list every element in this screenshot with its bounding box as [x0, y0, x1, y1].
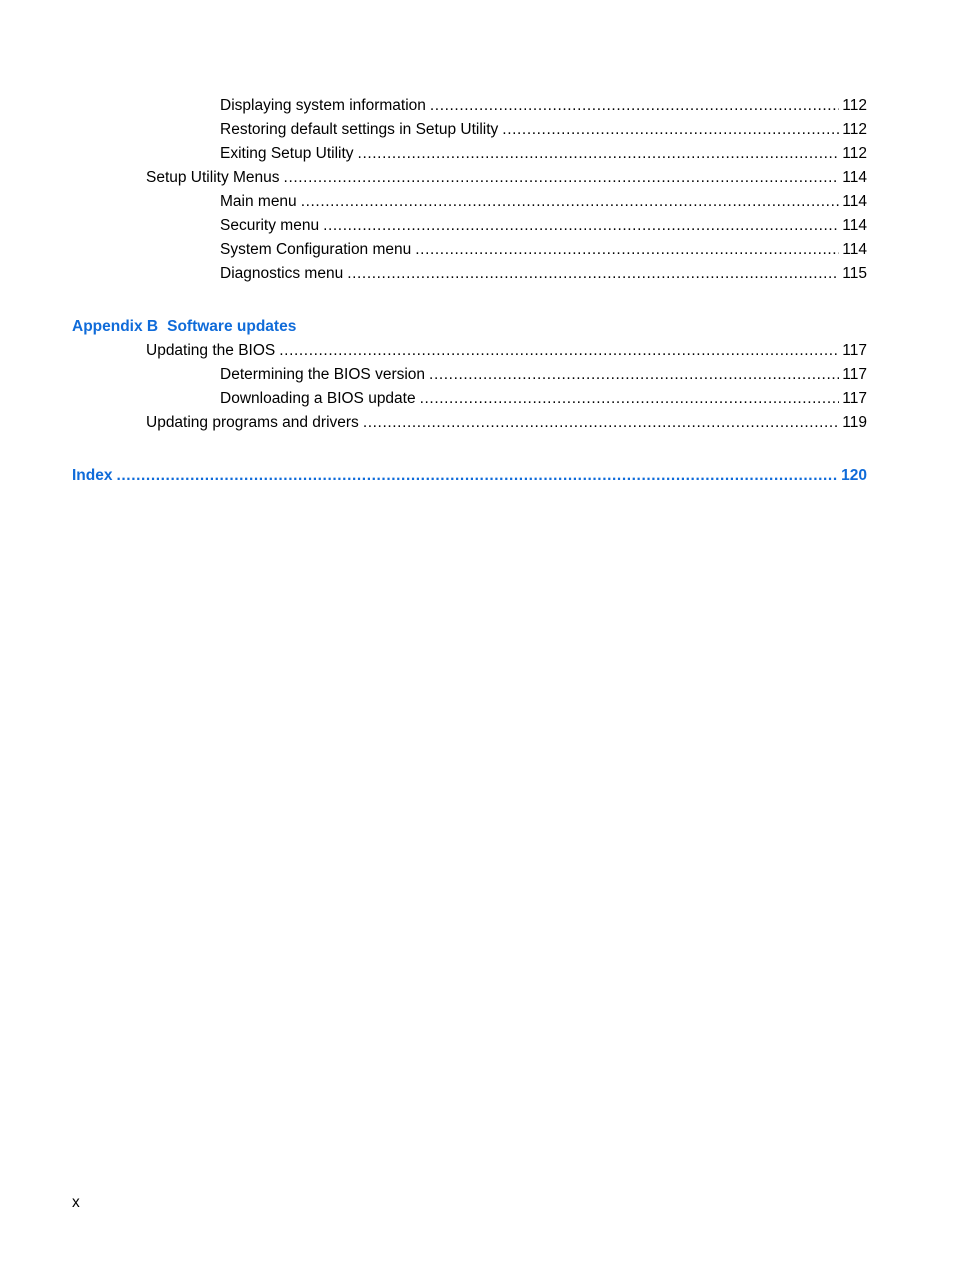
toc-entry-title: Security menu [220, 217, 320, 234]
toc-entry-title: Downloading a BIOS update [220, 390, 416, 407]
toc-dot-leader [429, 366, 839, 384]
toc-dot-leader [323, 217, 839, 235]
toc-dot-leader [430, 97, 839, 115]
toc-dot-leader [284, 169, 840, 187]
toc-dot-leader [116, 467, 838, 485]
toc-entry-title: Index [72, 467, 113, 484]
toc-entry-updating-the-bios[interactable] [146, 342, 867, 360]
toc-entry-title: Displaying system information [220, 97, 426, 114]
toc-entry-setup-utility-menus[interactable] [146, 169, 867, 187]
toc-entry-page: 117 [842, 390, 867, 407]
toc-entry-title: Setup Utility Menus [146, 169, 280, 186]
toc-entry-page: 112 [842, 97, 867, 114]
toc-dot-leader [358, 145, 840, 163]
toc-entry-title: Updating programs and drivers [146, 414, 359, 431]
toc-entry-restoring-default-settings[interactable] [220, 121, 867, 139]
toc-entry-downloading-bios-update[interactable] [220, 390, 867, 408]
toc-entry-exiting-setup-utility[interactable] [220, 145, 867, 163]
toc-entry-title: Diagnostics menu [220, 265, 344, 282]
toc-entry-page: 117 [842, 342, 867, 359]
toc-dot-leader [279, 342, 839, 360]
toc-entry-page: 114 [842, 169, 867, 186]
toc-dot-leader [347, 265, 839, 283]
toc-heading-appendix-b[interactable] [72, 318, 296, 336]
toc-entry-page: 119 [842, 414, 867, 431]
toc-entry-main-menu[interactable] [220, 193, 867, 211]
toc-entry-page: 112 [842, 121, 867, 138]
toc-entry-page: 115 [842, 265, 867, 282]
footer-page-number: x [72, 1194, 80, 1211]
toc-entry-title: Updating the BIOS [146, 342, 276, 359]
toc-entry-title: Exiting Setup Utility [220, 145, 354, 162]
toc-entry-page: 114 [842, 193, 867, 210]
toc-entry-page: 114 [842, 217, 867, 234]
toc-dot-leader [420, 390, 840, 408]
toc-dot-leader [301, 193, 840, 211]
toc-entry-page: 114 [842, 241, 867, 258]
toc-entry-page: 112 [842, 145, 867, 162]
toc-entry-security-menu[interactable] [220, 217, 867, 235]
toc-entry-title: Determining the BIOS version [220, 366, 426, 383]
toc-entry-index[interactable] [72, 467, 867, 485]
toc-entry-title: Restoring default settings in Setup Utility [220, 121, 499, 138]
toc-entry-system-configuration-menu[interactable] [220, 241, 867, 259]
toc-entry-diagnostics-menu[interactable] [220, 265, 867, 283]
toc-entry-title: System Configuration menu [220, 241, 412, 258]
toc-dot-leader [502, 121, 839, 139]
toc-entry-page: 120 [841, 467, 867, 484]
toc-dot-leader [363, 414, 839, 432]
toc-entry-page: 117 [842, 366, 867, 383]
toc-entry-determining-bios-version[interactable] [220, 366, 867, 384]
toc-entry-title: Main menu [220, 193, 297, 210]
appendix-label: Appendix B [72, 318, 159, 335]
appendix-title: Software updates [167, 318, 297, 335]
toc-dot-leader [415, 241, 839, 259]
toc-entry-displaying-system-information[interactable] [220, 97, 867, 115]
toc-entry-updating-programs-and-drivers[interactable] [146, 414, 867, 432]
